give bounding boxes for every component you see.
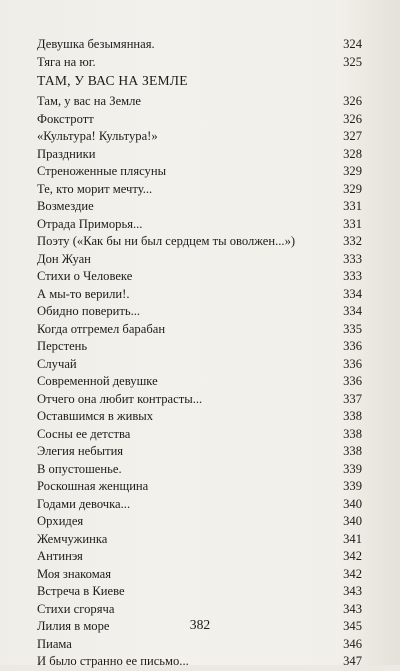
page-number: 382 — [189, 617, 211, 632]
toc-leader-spacer — [157, 36, 338, 54]
toc-entry-title: Тяга на юг. — [37, 54, 96, 69]
toc-entry — [37, 356, 362, 374]
toc-entry — [37, 653, 362, 671]
toc-leader-spacer — [134, 268, 338, 286]
toc-entry — [37, 163, 362, 181]
toc-entry — [37, 216, 362, 234]
toc-entry-page: 331 — [343, 199, 362, 213]
toc-entry-page: 342 — [343, 549, 362, 563]
toc-entry-title: Те, кто морит мечту... — [37, 181, 153, 196]
toc-leader-spacer — [204, 391, 338, 409]
toc-entry-title: Роскошная женщина — [37, 479, 149, 493]
toc-entry — [37, 531, 362, 549]
toc-entry — [37, 321, 362, 339]
toc-leader-spacer — [127, 583, 338, 601]
toc-entry — [37, 181, 362, 199]
toc-leader-spacer — [132, 286, 338, 304]
section-heading: ТАМ, У ВАС НА ЗЕМЛЕ — [37, 73, 188, 88]
toc-leader-spacer — [150, 478, 338, 496]
toc-entry-page: 331 — [343, 216, 362, 231]
toc-entry-page: 336 — [343, 339, 362, 353]
toc-entry-page: 329 — [343, 164, 362, 178]
toc-leader-spacer — [191, 653, 338, 671]
toc-entry-title: Лилия в море — [37, 619, 110, 633]
toc-entry-title: Современной девушке — [37, 374, 158, 388]
toc-entry-title: Фокстротт — [37, 111, 94, 126]
toc-leader-spacer — [160, 128, 338, 146]
toc-entry — [37, 461, 362, 479]
toc-entry-page: 338 — [343, 426, 362, 441]
toc-entry-title: Поэту («Как бы ни был сердцем ты оволжен...») — [37, 234, 296, 248]
toc-entry-title: Годами девочка... — [37, 496, 131, 511]
toc-entry-page: 343 — [343, 601, 362, 616]
toc-entry-title: Отчего она любит контрасты... — [37, 391, 203, 406]
toc-entry-title: Антинэя — [37, 549, 83, 563]
toc-leader-spacer — [132, 496, 338, 514]
toc-entry — [37, 198, 362, 216]
toc-top-entries — [37, 36, 362, 71]
toc-entry — [37, 566, 362, 584]
toc-leader-spacer — [89, 338, 338, 356]
toc-entry-page: 328 — [343, 146, 362, 161]
toc-entry-page: 339 — [343, 461, 362, 476]
toc-section-entries — [37, 93, 362, 671]
toc-leader-spacer — [168, 163, 338, 181]
toc-entry — [37, 268, 362, 286]
toc-entry-page: 342 — [343, 566, 362, 581]
toc-entry — [37, 111, 362, 129]
toc-leader-spacer — [132, 426, 338, 444]
toc-leader-spacer — [109, 531, 338, 549]
toc-entry — [37, 426, 362, 444]
toc-entry-page: 334 — [343, 286, 362, 301]
toc-entry-page: 339 — [343, 479, 362, 493]
toc-entry-title: Стихи о Человеке — [37, 269, 133, 283]
toc-entry-title: Стихи сгоряча — [37, 601, 115, 616]
toc-entry-title: Обидно поверить... — [37, 304, 141, 318]
toc-entry-title: Элегия небытия — [37, 444, 124, 458]
toc-entry — [37, 36, 362, 54]
toc-entry-title: «Культура! Культура!» — [37, 129, 158, 143]
toc-entry — [37, 373, 362, 391]
toc-entry-page: 340 — [343, 496, 362, 511]
toc-entry-page: 333 — [343, 269, 362, 283]
toc-leader-spacer — [85, 548, 338, 566]
toc-entry-page: 326 — [343, 111, 362, 126]
toc-entry-title: Там, у вас на Земле — [37, 94, 142, 108]
toc-entry-page: 338 — [343, 444, 362, 458]
toc-leader-spacer — [142, 303, 338, 321]
toc-entry-page: 332 — [343, 234, 362, 248]
toc-entry-page: 341 — [343, 531, 362, 546]
toc-entry — [37, 233, 362, 251]
toc-entry-title: Орхидея — [37, 514, 84, 528]
toc-leader-spacer — [79, 356, 338, 374]
toc-entry-page: 340 — [343, 514, 362, 528]
toc-entry — [37, 601, 362, 619]
toc-leader-spacer — [97, 146, 338, 164]
toc-entry — [37, 443, 362, 461]
toc-entry — [37, 636, 362, 654]
toc-leader-spacer — [93, 251, 338, 269]
toc-entry — [37, 338, 362, 356]
toc-leader-spacer — [113, 566, 338, 584]
toc-leader-spacer — [143, 93, 338, 111]
toc-entry-page: 335 — [343, 321, 362, 336]
toc-entry-page: 336 — [343, 356, 362, 371]
toc-entry-page: 337 — [343, 391, 362, 406]
toc-entry-title: Пиама — [37, 636, 72, 651]
toc-entry-title: Встреча в Киеве — [37, 584, 125, 598]
toc-leader-spacer — [74, 636, 338, 654]
toc-leader-spacer — [116, 601, 338, 619]
toc-leader-spacer — [96, 111, 338, 129]
toc-entry-title: Жемчужинка — [37, 531, 108, 546]
toc-entry — [37, 391, 362, 409]
toc-entry-title: Дон Жуан — [37, 251, 91, 266]
toc-entry-title: Стреноженные плясуны — [37, 164, 167, 178]
toc-leader-spacer — [154, 181, 338, 199]
toc-entry-title: А мы-то верили!. — [37, 286, 130, 301]
toc-leader-spacer — [125, 443, 338, 461]
toc-leader-spacer — [167, 321, 338, 339]
toc-entry-page: 324 — [343, 37, 362, 51]
toc-entry-page: 327 — [343, 129, 362, 143]
toc-entry-page: 329 — [343, 181, 362, 196]
toc-entry-title: Моя знакомая — [37, 566, 111, 581]
toc-entry — [37, 286, 362, 304]
toc-entry — [37, 478, 362, 496]
toc-entry-title: Сосны ее детства — [37, 426, 131, 441]
toc-entry — [37, 251, 362, 269]
toc-entry-title: Когда отгремел барабан — [37, 321, 166, 336]
toc-entry-page: 325 — [343, 54, 362, 69]
toc-entry — [37, 146, 362, 164]
toc-entry-title: Случай — [37, 356, 77, 371]
toc-entry-page: 333 — [343, 251, 362, 266]
toc-entry-title: Праздники — [37, 146, 96, 161]
toc-entry-title: Девушка безымянная. — [37, 37, 155, 51]
toc-entry — [37, 496, 362, 514]
toc-entry — [37, 513, 362, 531]
toc-entry — [37, 548, 362, 566]
toc-leader-spacer — [96, 198, 338, 216]
toc-entry-page: 346 — [343, 636, 362, 651]
toc-entry-title: Оставшимся в живых — [37, 409, 154, 423]
toc-entry-page: 326 — [343, 94, 362, 108]
toc-entry-title: Возмездие — [37, 199, 94, 213]
toc-leader-spacer — [160, 373, 338, 391]
toc-entry-page: 336 — [343, 374, 362, 388]
toc-leader-spacer — [98, 54, 338, 72]
toc-entry — [37, 54, 362, 72]
toc-entry — [37, 303, 362, 321]
toc-entry-title: В опустошенье. — [37, 461, 122, 476]
toc-entry — [37, 93, 362, 111]
toc-entry — [37, 583, 362, 601]
toc-leader-spacer — [297, 233, 338, 251]
toc-leader-spacer — [155, 408, 338, 426]
toc-leader-spacer — [144, 216, 338, 234]
toc-entry-page: 347 — [343, 654, 362, 668]
toc-entry-page: 334 — [343, 304, 362, 318]
toc-entry — [37, 408, 362, 426]
toc-entry-title: И было странно ее письмо... — [37, 654, 189, 668]
toc-leader-spacer — [85, 513, 338, 531]
toc-entry — [37, 128, 362, 146]
toc-entry-title: Отрада Приморья... — [37, 216, 143, 231]
toc-entry-page: 343 — [343, 584, 362, 598]
toc-leader-spacer — [124, 461, 338, 479]
toc-entry-page: 338 — [343, 409, 362, 423]
toc-entry-page: 345 — [343, 619, 362, 633]
toc-entry-title: Перстень — [37, 339, 88, 353]
